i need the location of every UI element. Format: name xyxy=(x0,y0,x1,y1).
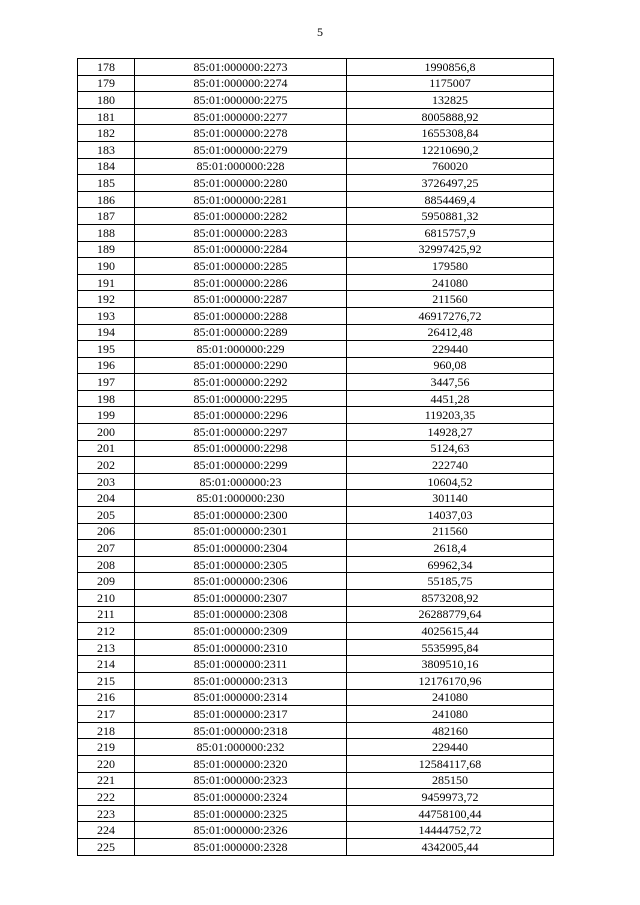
cadastral-number-cell: 85:01:000000:2288 xyxy=(135,307,347,324)
cadastral-value-cell: 5535995,84 xyxy=(347,639,554,656)
cadastral-value-cell: 222740 xyxy=(347,457,554,474)
cadastral-number-cell: 85:01:000000:23 xyxy=(135,473,347,490)
cadastral-value-cell: 4342005,44 xyxy=(347,838,554,855)
row-number-cell: 222 xyxy=(78,789,135,806)
table-row xyxy=(78,573,554,590)
cadastral-number-cell: 85:01:000000:2314 xyxy=(135,689,347,706)
cadastral-number-cell: 85:01:000000:2274 xyxy=(135,75,347,92)
table-row xyxy=(78,490,554,507)
cadastral-value-cell: 960,08 xyxy=(347,357,554,374)
cadastral-value-cell: 119203,35 xyxy=(347,407,554,424)
cadastral-value-cell: 241080 xyxy=(347,689,554,706)
row-number-cell: 191 xyxy=(78,274,135,291)
cadastral-number-cell: 85:01:000000:2305 xyxy=(135,556,347,573)
cadastral-number-cell: 85:01:000000:2299 xyxy=(135,457,347,474)
row-number-cell: 180 xyxy=(78,92,135,109)
row-number-cell: 186 xyxy=(78,191,135,208)
row-number-cell: 199 xyxy=(78,407,135,424)
row-number-cell: 179 xyxy=(78,75,135,92)
table-row xyxy=(78,324,554,341)
cadastral-number-cell: 85:01:000000:2326 xyxy=(135,822,347,839)
cadastral-number-cell: 85:01:000000:2307 xyxy=(135,590,347,607)
table-row xyxy=(78,258,554,275)
table-row xyxy=(78,556,554,573)
table-body xyxy=(78,59,554,856)
table-row xyxy=(78,141,554,158)
table-row xyxy=(78,623,554,640)
cadastral-value-cell: 32997425,92 xyxy=(347,241,554,258)
cadastral-value-cell: 211560 xyxy=(347,523,554,540)
cadastral-value-cell: 229440 xyxy=(347,341,554,358)
cadastral-number-cell: 85:01:000000:2281 xyxy=(135,191,347,208)
table-row xyxy=(78,125,554,142)
table-row xyxy=(78,689,554,706)
row-number-cell: 188 xyxy=(78,224,135,241)
cadastral-value-cell: 482160 xyxy=(347,722,554,739)
row-number-cell: 184 xyxy=(78,158,135,175)
cadastral-number-cell: 85:01:000000:2292 xyxy=(135,374,347,391)
row-number-cell: 201 xyxy=(78,440,135,457)
row-number-cell: 225 xyxy=(78,838,135,855)
row-number-cell: 200 xyxy=(78,424,135,441)
page-number: 5 xyxy=(317,25,323,39)
cadastral-number-cell: 85:01:000000:2318 xyxy=(135,722,347,739)
table-row xyxy=(78,606,554,623)
table-row xyxy=(78,590,554,607)
table-row xyxy=(78,59,554,76)
table-row xyxy=(78,672,554,689)
row-number-cell: 205 xyxy=(78,507,135,524)
table-row xyxy=(78,424,554,441)
row-number-cell: 218 xyxy=(78,722,135,739)
table-row xyxy=(78,789,554,806)
row-number-cell: 190 xyxy=(78,258,135,275)
cadastral-number-cell: 85:01:000000:2280 xyxy=(135,175,347,192)
cadastral-number-cell: 85:01:000000:2323 xyxy=(135,772,347,789)
table-row xyxy=(78,341,554,358)
cadastral-value-cell: 3809510,16 xyxy=(347,656,554,673)
table-row xyxy=(78,75,554,92)
table-row xyxy=(78,473,554,490)
cadastral-value-cell: 6815757,9 xyxy=(347,224,554,241)
cadastral-value-cell: 4451,28 xyxy=(347,390,554,407)
cadastral-value-cell: 760020 xyxy=(347,158,554,175)
row-number-cell: 211 xyxy=(78,606,135,623)
row-number-cell: 178 xyxy=(78,59,135,76)
cadastral-number-cell: 85:01:000000:2289 xyxy=(135,324,347,341)
table-row xyxy=(78,175,554,192)
row-number-cell: 202 xyxy=(78,457,135,474)
cadastral-number-cell: 85:01:000000:2310 xyxy=(135,639,347,656)
cadastral-value-cell: 55185,75 xyxy=(347,573,554,590)
row-number-cell: 224 xyxy=(78,822,135,839)
table-row xyxy=(78,755,554,772)
cadastral-number-cell: 85:01:000000:2320 xyxy=(135,755,347,772)
cadastral-number-cell: 85:01:000000:2304 xyxy=(135,540,347,557)
cadastral-value-cell: 285150 xyxy=(347,772,554,789)
row-number-cell: 206 xyxy=(78,523,135,540)
table-row xyxy=(78,457,554,474)
cadastral-number-cell: 85:01:000000:232 xyxy=(135,739,347,756)
table-row xyxy=(78,108,554,125)
row-number-cell: 196 xyxy=(78,357,135,374)
cadastral-value-cell: 5950881,32 xyxy=(347,208,554,225)
cadastral-value-cell: 69962,34 xyxy=(347,556,554,573)
table-row xyxy=(78,158,554,175)
table-row xyxy=(78,772,554,789)
cadastral-number-cell: 85:01:000000:2300 xyxy=(135,507,347,524)
row-number-cell: 183 xyxy=(78,141,135,158)
cadastral-value-cell: 9459973,72 xyxy=(347,789,554,806)
table-row xyxy=(78,805,554,822)
cadastral-number-cell: 85:01:000000:2278 xyxy=(135,125,347,142)
cadastral-value-cell: 12210690,2 xyxy=(347,141,554,158)
cadastral-number-cell: 85:01:000000:2306 xyxy=(135,573,347,590)
row-number-cell: 215 xyxy=(78,672,135,689)
table-row xyxy=(78,739,554,756)
row-number-cell: 182 xyxy=(78,125,135,142)
cadastral-number-cell: 85:01:000000:2284 xyxy=(135,241,347,258)
row-number-cell: 223 xyxy=(78,805,135,822)
cadastral-number-cell: 85:01:000000:2282 xyxy=(135,208,347,225)
cadastral-number-cell: 85:01:000000:2313 xyxy=(135,672,347,689)
table-row xyxy=(78,838,554,855)
cadastral-value-cell: 10604,52 xyxy=(347,473,554,490)
row-number-cell: 213 xyxy=(78,639,135,656)
cadastral-value-cell: 3447,56 xyxy=(347,374,554,391)
cadastral-number-cell: 85:01:000000:2328 xyxy=(135,838,347,855)
row-number-cell: 217 xyxy=(78,706,135,723)
row-number-cell: 192 xyxy=(78,291,135,308)
cadastral-value-cell: 211560 xyxy=(347,291,554,308)
cadastral-number-cell: 85:01:000000:2273 xyxy=(135,59,347,76)
cadastral-number-cell: 85:01:000000:2287 xyxy=(135,291,347,308)
cadastral-value-cell: 179580 xyxy=(347,258,554,275)
table-row xyxy=(78,374,554,391)
table-row xyxy=(78,274,554,291)
cadastral-value-cell: 2618,4 xyxy=(347,540,554,557)
cadastral-value-cell: 12584117,68 xyxy=(347,755,554,772)
table-row xyxy=(78,407,554,424)
cadastral-number-cell: 85:01:000000:2296 xyxy=(135,407,347,424)
cadastral-number-cell: 85:01:000000:2277 xyxy=(135,108,347,125)
row-number-cell: 212 xyxy=(78,623,135,640)
row-number-cell: 185 xyxy=(78,175,135,192)
cadastral-value-cell: 1175007 xyxy=(347,75,554,92)
row-number-cell: 219 xyxy=(78,739,135,756)
cadastral-number-cell: 85:01:000000:2295 xyxy=(135,390,347,407)
cadastral-number-cell: 85:01:000000:2317 xyxy=(135,706,347,723)
row-number-cell: 220 xyxy=(78,755,135,772)
row-number-cell: 209 xyxy=(78,573,135,590)
cadastral-value-cell: 8854469,4 xyxy=(347,191,554,208)
row-number-cell: 193 xyxy=(78,307,135,324)
cadastral-number-cell: 85:01:000000:2286 xyxy=(135,274,347,291)
table-row xyxy=(78,822,554,839)
cadastral-number-cell: 85:01:000000:2309 xyxy=(135,623,347,640)
cadastral-number-cell: 85:01:000000:2285 xyxy=(135,258,347,275)
table-row xyxy=(78,241,554,258)
cadastral-number-cell: 85:01:000000:2297 xyxy=(135,424,347,441)
cadastral-value-cell: 1990856,8 xyxy=(347,59,554,76)
cadastral-value-cell: 46917276,72 xyxy=(347,307,554,324)
cadastral-value-cell: 14444752,72 xyxy=(347,822,554,839)
cadastral-number-cell: 85:01:000000:2325 xyxy=(135,805,347,822)
table-row xyxy=(78,224,554,241)
table-row xyxy=(78,523,554,540)
cadastral-value-cell: 3726497,25 xyxy=(347,175,554,192)
table-row xyxy=(78,291,554,308)
cadastral-number-cell: 85:01:000000:228 xyxy=(135,158,347,175)
cadastral-number-cell: 85:01:000000:2283 xyxy=(135,224,347,241)
table-row xyxy=(78,706,554,723)
cadastral-number-cell: 85:01:000000:2311 xyxy=(135,656,347,673)
cadastral-value-cell: 1655308,84 xyxy=(347,125,554,142)
cadastral-value-cell: 5124,63 xyxy=(347,440,554,457)
row-number-cell: 208 xyxy=(78,556,135,573)
cadastral-value-cell: 301140 xyxy=(347,490,554,507)
cadastral-value-cell: 241080 xyxy=(347,274,554,291)
cadastral-value-cell: 26412,48 xyxy=(347,324,554,341)
table-row xyxy=(78,656,554,673)
table-row xyxy=(78,639,554,656)
table-row xyxy=(78,92,554,109)
cadastral-value-cell: 132825 xyxy=(347,92,554,109)
cadastral-value-cell: 14037,03 xyxy=(347,507,554,524)
cadastral-value-cell: 229440 xyxy=(347,739,554,756)
table-row xyxy=(78,507,554,524)
row-number-cell: 181 xyxy=(78,108,135,125)
row-number-cell: 214 xyxy=(78,656,135,673)
cadastral-number-cell: 85:01:000000:2275 xyxy=(135,92,347,109)
cadastral-number-cell: 85:01:000000:2308 xyxy=(135,606,347,623)
row-number-cell: 216 xyxy=(78,689,135,706)
cadastral-value-cell: 4025615,44 xyxy=(347,623,554,640)
row-number-cell: 189 xyxy=(78,241,135,258)
row-number-cell: 210 xyxy=(78,590,135,607)
cadastral-value-cell: 12176170,96 xyxy=(347,672,554,689)
table-row xyxy=(78,191,554,208)
row-number-cell: 194 xyxy=(78,324,135,341)
row-number-cell: 197 xyxy=(78,374,135,391)
row-number-cell: 221 xyxy=(78,772,135,789)
table-row xyxy=(78,540,554,557)
cadastral-value-cell: 44758100,44 xyxy=(347,805,554,822)
table-row xyxy=(78,208,554,225)
cadastral-number-cell: 85:01:000000:2290 xyxy=(135,357,347,374)
cadastral-value-cell: 8573208,92 xyxy=(347,590,554,607)
row-number-cell: 195 xyxy=(78,341,135,358)
row-number-cell: 203 xyxy=(78,473,135,490)
table-row xyxy=(78,440,554,457)
cadastral-value-cell: 8005888,92 xyxy=(347,108,554,125)
cadastral-value-table xyxy=(77,58,554,856)
cadastral-number-cell: 85:01:000000:2279 xyxy=(135,141,347,158)
table-row xyxy=(78,390,554,407)
cadastral-number-cell: 85:01:000000:2298 xyxy=(135,440,347,457)
row-number-cell: 204 xyxy=(78,490,135,507)
row-number-cell: 187 xyxy=(78,208,135,225)
table-row xyxy=(78,307,554,324)
cadastral-value-cell: 14928,27 xyxy=(347,424,554,441)
cadastral-number-cell: 85:01:000000:230 xyxy=(135,490,347,507)
cadastral-number-cell: 85:01:000000:2301 xyxy=(135,523,347,540)
table-row xyxy=(78,722,554,739)
table-row xyxy=(78,357,554,374)
cadastral-number-cell: 85:01:000000:2324 xyxy=(135,789,347,806)
cadastral-value-cell: 26288779,64 xyxy=(347,606,554,623)
row-number-cell: 207 xyxy=(78,540,135,557)
cadastral-number-cell: 85:01:000000:229 xyxy=(135,341,347,358)
row-number-cell: 198 xyxy=(78,390,135,407)
cadastral-value-cell: 241080 xyxy=(347,706,554,723)
